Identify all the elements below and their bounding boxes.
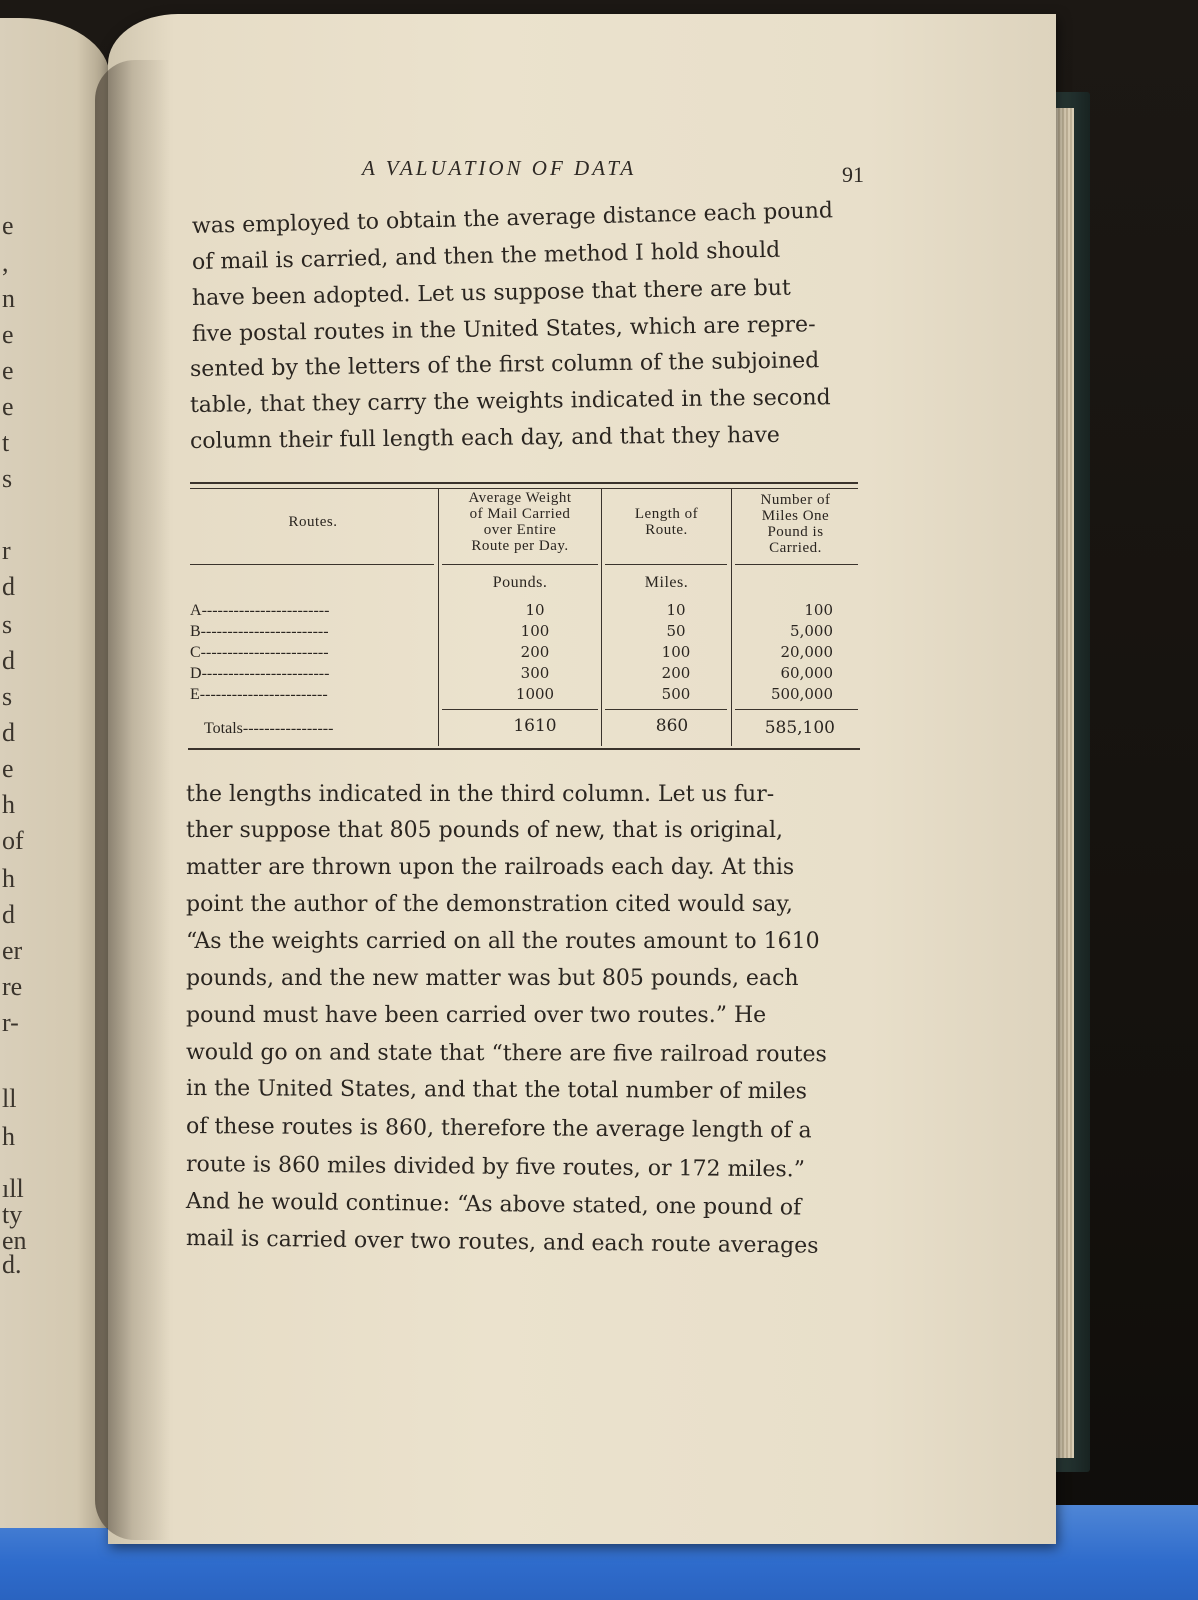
header-rule — [735, 564, 858, 565]
text-line: of mail is carried, and then the method I hold should — [191, 237, 781, 275]
text-line: of these routes is 860, therefore the average length of a — [185, 1114, 812, 1144]
miles-cell: 60,000 — [780, 664, 833, 682]
route-label: D------------------------ — [190, 665, 330, 682]
left-fragment: s — [2, 464, 13, 493]
length-cell: 500 — [661, 685, 691, 703]
left-fragment: ty — [2, 1200, 23, 1229]
text-line: in the United States, and that the total number of miles — [185, 1076, 807, 1105]
left-fragment: e — [2, 392, 14, 421]
left-fragment: en — [2, 1226, 27, 1255]
route-label: B------------------------ — [190, 623, 329, 640]
gutter-shadow — [95, 60, 170, 1540]
route-label: A------------------------ — [190, 602, 330, 619]
unit-miles: Miles. — [644, 574, 689, 591]
left-fragment: er — [2, 936, 23, 965]
table-top-rule — [190, 482, 858, 484]
miles-cell: 100 — [804, 601, 833, 619]
column-divider — [438, 488, 439, 746]
text-line: “As the weights carried on all the routes amount to 1610 — [186, 929, 820, 954]
text-line: table, that they carry the weights indicated in the second — [189, 385, 831, 418]
text-line: would go on and state that “there are five railroad routes — [185, 1040, 827, 1068]
running-head: A VALUATION OF DATA — [362, 156, 637, 180]
weight-cell: 100 — [520, 622, 550, 640]
text-line: have been adopted. Let us suppose that there are but — [191, 275, 791, 311]
table-bottom-rule — [188, 748, 860, 750]
header-length: Length of Route. — [634, 506, 699, 538]
left-fragment: ıll — [2, 1174, 24, 1203]
text-line: pounds, and the new matter was but 805 pounds, each — [186, 966, 799, 991]
totals-rule — [605, 709, 727, 710]
left-fragment: e — [2, 211, 14, 240]
text-line: mail is carried over two routes, and each route averages — [185, 1226, 819, 1259]
left-fragment: re — [2, 972, 23, 1001]
left-fragment: n — [2, 284, 15, 313]
header-weight: Average Weight of Mail Carried over Entire Route per Day. — [468, 490, 572, 554]
left-fragment: d — [2, 718, 15, 747]
left-fragment: e — [2, 754, 14, 783]
miles-cell: 5,000 — [790, 622, 833, 640]
text-line: point the author of the demonstration cited would say, — [186, 892, 793, 917]
text-line: pound must have been carried over two routes.” He — [186, 1003, 767, 1028]
totals-rule — [442, 709, 598, 710]
totals-label: Totals----------------- — [204, 720, 334, 737]
length-cell: 10 — [666, 601, 686, 619]
left-page — [0, 18, 110, 1528]
header-miles: Number of Miles One Pound is Carried. — [760, 492, 831, 556]
text-line: route is 860 miles divided by five routes, or 172 miles.” — [185, 1152, 806, 1183]
left-fragment: h — [2, 1122, 15, 1151]
miles-cell: 20,000 — [780, 643, 833, 661]
unit-pounds: Pounds. — [492, 574, 548, 591]
text-line: was employed to obtain the average distance each pound — [191, 198, 834, 239]
miles-cell: 500,000 — [770, 685, 833, 703]
weight-cell: 10 — [525, 601, 545, 619]
weight-cell: 200 — [520, 643, 550, 661]
left-fragment: h — [2, 790, 15, 819]
text-line: And he would continue: “As above stated, one pound of — [185, 1189, 802, 1221]
length-cell: 200 — [661, 664, 691, 682]
left-fragment: of — [2, 826, 24, 855]
left-fragment: d. — [2, 1250, 22, 1279]
left-fragment: h — [2, 864, 15, 893]
left-fragment: d — [2, 572, 15, 601]
text-line: the lengths indicated in the third column. Let us fur- — [186, 782, 775, 807]
length-cell: 50 — [666, 622, 686, 640]
text-line: column their full length each day, and that they have — [189, 422, 780, 454]
weight-cell: 1000 — [515, 685, 555, 703]
text-line: sented by the letters of the first column of the subjoined — [189, 348, 820, 382]
table-top-rule-thin — [190, 488, 858, 489]
left-fragment: d — [2, 646, 15, 675]
length-cell: 100 — [661, 643, 691, 661]
weight-cell: 300 — [520, 664, 550, 682]
left-fragment: s — [2, 610, 13, 639]
left-fragment: e — [2, 356, 14, 385]
text-line: matter are thrown upon the railroads each day. At this — [186, 855, 795, 880]
left-fragment: , — [2, 248, 9, 277]
total-length: 860 — [655, 716, 689, 736]
left-fragment: e — [2, 320, 14, 349]
left-fragment: d — [2, 900, 15, 929]
header-rule — [442, 564, 598, 565]
left-fragment: t — [2, 428, 10, 457]
left-fragment: ll — [2, 1084, 17, 1113]
text-line: ther suppose that 805 pounds of new, that is original, — [186, 818, 783, 843]
total-miles: 585,100 — [764, 718, 835, 738]
header-routes: Routes. — [288, 514, 338, 530]
totals-rule — [735, 709, 858, 710]
left-fragment: r- — [2, 1008, 19, 1037]
left-fragment: s — [2, 682, 13, 711]
total-weight: 1610 — [513, 716, 557, 736]
route-label: E------------------------ — [190, 686, 328, 703]
header-rule — [190, 564, 434, 565]
header-rule — [605, 564, 727, 565]
left-fragment: r — [2, 536, 11, 565]
page-number: 91 — [842, 162, 864, 187]
text-line: five postal routes in the United States, which are repre- — [191, 312, 816, 347]
route-label: C------------------------ — [190, 644, 329, 661]
